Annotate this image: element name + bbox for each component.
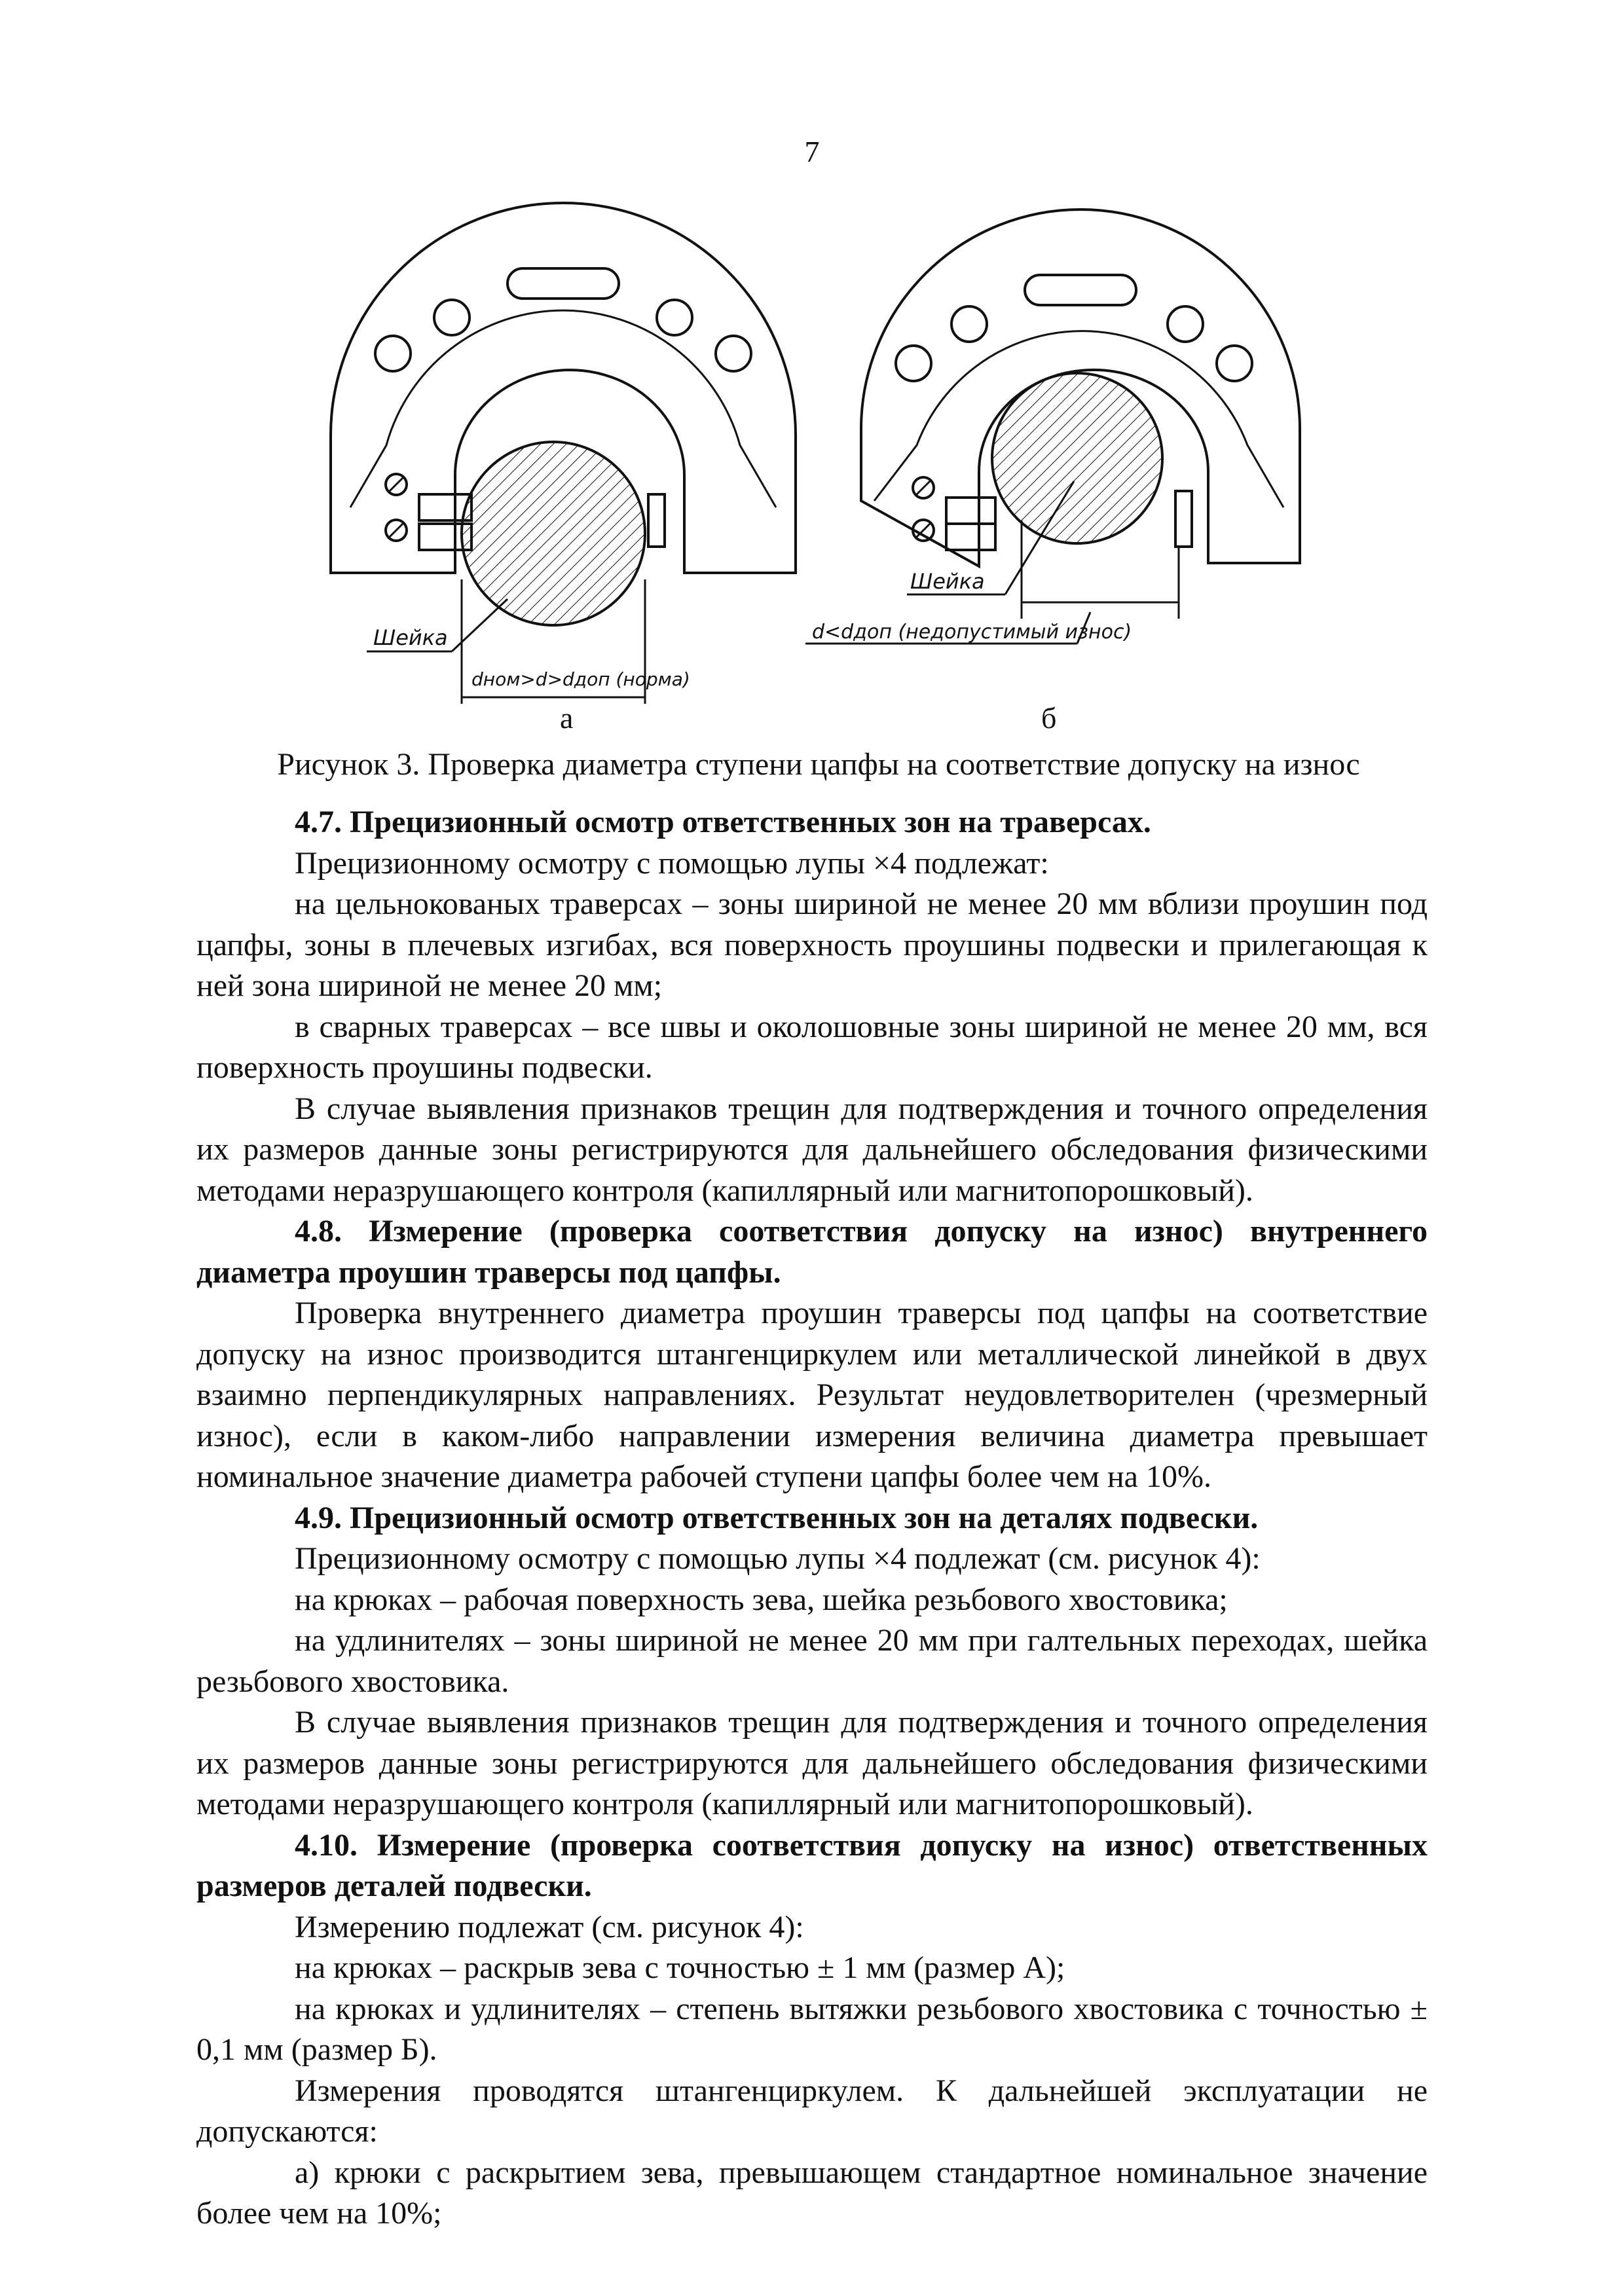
journal-left: [462, 442, 645, 625]
paragraph: В случае выявления признаков трещин для подтверждения и точного определения их размеров данные зоны регистрируются для дальнейшего обследования физическими методами неразрушающего контроля (капиллярный или магнитопорошковый).: [196, 1705, 1428, 1821]
body-text: [196, 802, 1428, 2234]
paragraph: в сварных траверсах – все швы и околошовные зоны шириной не менее 20 мм, вся поверхность проушины подвески.: [196, 1009, 1428, 1085]
paragraph: В случае выявления признаков трещин для подтверждения и точного определения их размеров данные зоны регистрируются для дальнейшего обследования физическими методами неразрушающего контроля (капиллярный или магнитопорошковый).: [196, 1091, 1428, 1208]
figure-letter-a: а: [560, 701, 574, 735]
paragraph: а) крюки с раскрытием зева, превышающем стандартное номинальное значение более чем на 10%;: [196, 2155, 1428, 2231]
paragraph: Проверка внутреннего диаметра проушин траверсы под цапфы на соответствие допуску на износ производится штангенциркулем или металлической линейкой в двух взаимно перпендикулярных направлениях. Результат неудовлетворителен (чрезмерный износ), если в каком-либо направлении измерения величина диаметра превышает номинальное значение диаметра рабочей ступени цапфы более чем на 10%.: [196, 1296, 1428, 1494]
paragraph: на крюках – раскрыв зева с точностью ± 1 мм (размер А);: [295, 1950, 1065, 1985]
section-heading-4-8: 4.8. Измерение (проверка соответствия допуску на износ) внутреннего диаметра проушин траверсы под цапфы.: [196, 1214, 1428, 1290]
paragraph: Прецизионному осмотру с помощью лупы ×4 подлежат:: [295, 845, 1049, 881]
paragraph: на удлинителях – зоны шириной не менее 20 мм при галтельных переходах, шейка резьбового хвостовика.: [196, 1623, 1428, 1699]
section-heading-4-7: 4.7. Прецизионный осмотр ответственных зон на траверсах.: [295, 805, 1151, 839]
section-heading-4-9: 4.9. Прецизионный осмотр ответственных зон на деталях подвески.: [295, 1500, 1259, 1535]
neck-label-left: Шейка: [373, 625, 448, 650]
dimension-label-left: dном>d>dдоп (норма): [471, 668, 690, 690]
paragraph: на крюках – рабочая поверхность зева, шейка резьбового хвостовика;: [295, 1582, 1228, 1617]
neck-label-right: Шейка: [910, 569, 985, 594]
figure-caption: Рисунок 3. Проверка диаметра ступени цапфы на соответствие допуску на износ: [277, 747, 1360, 782]
figure-3: [0, 193, 1624, 737]
paragraph: Прецизионному осмотру с помощью лупы ×4 подлежат (см. рисунок 4):: [295, 1541, 1261, 1576]
paragraph: на крюках и удлинителях – степень вытяжки резьбового хвостовика с точностью ± 0,1 мм (размер Б).: [196, 1991, 1428, 2067]
dimension-label-right: d<dдоп (недопустимый износ): [812, 621, 1132, 644]
paragraph: Измерения проводятся штангенциркулем. К дальнейшей эксплуатации не допускаются:: [196, 2073, 1428, 2149]
journal-right: [992, 373, 1162, 543]
figure-letter-b: б: [1041, 701, 1057, 735]
gauge-drawing: [0, 193, 1624, 737]
paragraph: на цельнокованых траверсах – зоны шириной не менее 20 мм вблизи проушин под цапфы, зоны в плечевых изгибах, вся поверхность проушины подвески и прилегающая к ней зона шириной не менее 20 мм;: [196, 886, 1428, 1003]
paragraph: Измерению подлежат (см. рисунок 4):: [295, 1909, 804, 1944]
page-number: 7: [804, 135, 820, 168]
section-heading-4-10: 4.10. Измерение (проверка соответствия допуску на износ) ответственных размеров деталей подвески.: [196, 1827, 1428, 1903]
